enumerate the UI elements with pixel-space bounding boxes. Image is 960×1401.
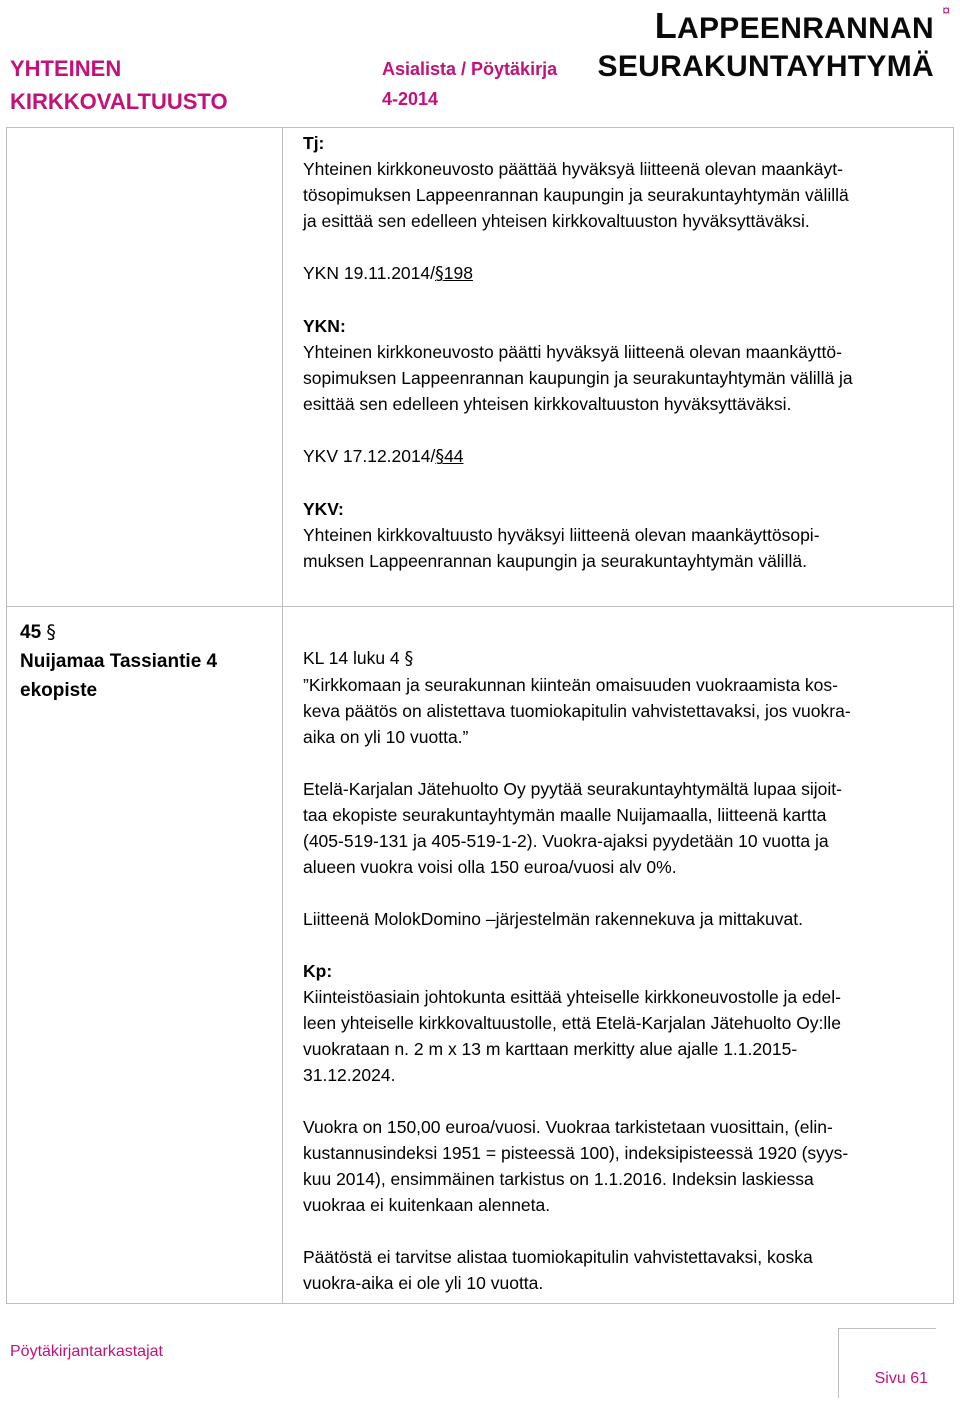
org-initial: L	[654, 5, 678, 46]
item-title-line1: Nuijamaa Tassiantie 4	[20, 651, 218, 672]
ykv-reference	[303, 443, 933, 470]
upper-body	[303, 130, 933, 574]
kp-line-3: vuokrataan n. 2 m x 13 m karttaan merkitty alue ajalle 1.1.2015-	[303, 1039, 798, 1059]
org-name-rest: APPEENRANNAN	[677, 12, 934, 45]
kp-line-1: Kiinteistöasiain johtokunta esittää yhteiselle kirkkoneuvostolle ja edel-	[303, 987, 841, 1007]
kp-line-2: leen yhteiselle kirkkovaltuustolle, että Etelä-Karjalan Jätehuolto Oy:lle	[303, 1013, 841, 1033]
header-left-line1: YHTEINEN	[10, 56, 122, 81]
ykn-line-2: sopimuksen Lappeenrannan kaupungin ja seurakuntayhtymän välillä ja	[303, 368, 853, 388]
ykn-line-3: esittää sen edelleen yhteisen kirkkovaltuuston hyväksyttäväksi.	[303, 394, 792, 414]
ykn-reference	[303, 260, 933, 287]
ykv-ref-text: YKV 17.12.2014/	[303, 446, 436, 466]
law-reference	[303, 645, 933, 672]
item-number-text: 45	[20, 622, 42, 643]
quote-line-1: ”Kirkkomaan ja seurakunnan kiinteän omaisuuden vuokraamista kos-	[303, 675, 838, 695]
tj-line-2: tösopimuksen Lappeenrannan kaupungin ja seurakuntayhtymän välillä	[303, 185, 849, 205]
tj-heading: Tj:	[303, 133, 325, 153]
organization-name-line2: SEURAKUNTAYHTYMÄ	[597, 50, 934, 83]
tj-line-3: ja esittää sen edelleen yhteisen kirkkovaltuuston hyväksyttäväksi.	[303, 211, 810, 231]
attachment-note: Liitteenä MolokDomino –järjestelmän rakennekuva ja mittakuvat.	[303, 909, 803, 929]
ykn-ref-number: 198	[443, 263, 473, 283]
para3-line-4: vuokraa ei kuitenkaan alenneta.	[303, 1195, 551, 1215]
ykv-line-1: Yhteinen kirkkovaltuusto hyväksyi liitteenä olevan maankäyttösopi-	[303, 525, 820, 545]
item-title-line2: ekopiste	[20, 680, 98, 701]
para1-line-1: Etelä-Karjalan Jätehuolto Oy pyytää seurakuntayhtymältä lupaa sijoit-	[303, 779, 842, 799]
header-mark-icon: ¤	[942, 2, 950, 18]
item-number	[20, 618, 217, 647]
ykv-line-2: muksen Lappeenrannan kaupungin ja seurakuntayhtymän välillä.	[303, 551, 807, 571]
ykn-heading: YKN:	[303, 316, 346, 336]
section-sign-icon: §	[435, 264, 444, 284]
para3-line-2: kustannusindeksi 1951 = pisteessä 100), indeksipisteessä 1920 (syys-	[303, 1143, 849, 1163]
kp-heading: Kp:	[303, 961, 333, 981]
para3-line-1: Vuokra on 150,00 euroa/vuosi. Vuokraa tarkistetaan vuosittain, (elin-	[303, 1117, 833, 1137]
column-divider-upper	[282, 127, 283, 607]
organization-name-line1	[598, 6, 934, 49]
header-left	[10, 52, 228, 118]
ykn-ref-text: YKN 19.11.2014/	[303, 263, 435, 283]
footer-reviewers-label: Pöytäkirjantarkastajat	[10, 1343, 163, 1360]
section-divider	[6, 606, 954, 607]
para4-line-2: vuokra-aika ei ole yli 10 vuotta.	[303, 1273, 544, 1293]
para3-line-3: kuu 2014), ensimmäinen tarkistus on 1.1.2016. Indeksin laskiessa	[303, 1169, 814, 1189]
header-center	[382, 54, 557, 114]
page-number: Sivu 61	[874, 1370, 928, 1387]
lower-body	[303, 645, 933, 1296]
law-ref-text: KL 14 luku 4	[303, 648, 400, 668]
document-type: Asialista / Pöytäkirja	[382, 59, 558, 79]
header-right	[598, 6, 934, 85]
para1-line-3: (405-519-131 ja 405-519-1-2). Vuokra-ajaksi pyydetään 10 vuotta ja	[303, 831, 829, 851]
section-sign-icon: §	[46, 621, 56, 643]
item-title	[20, 618, 217, 705]
tj-line-1: Yhteinen kirkkoneuvosto päättää hyväksyä liitteenä olevan maankäyt-	[303, 159, 843, 179]
quote-line-3: aika on yli 10 vuotta.”	[303, 727, 469, 747]
section-sign-icon: §	[404, 649, 414, 669]
ykv-ref-number: 44	[444, 446, 464, 466]
para4-line-1: Päätöstä ei tarvitse alistaa tuomiokapitulin vahvistettavaksi, koska	[303, 1247, 813, 1267]
ykv-heading: YKV:	[303, 499, 344, 519]
para1-line-4: alueen vuokra voisi olla 150 euroa/vuosi alv 0%.	[303, 857, 677, 877]
quote-line-2: keva päätös on alistettava tuomiokapitulin vahvistettavaksi, jos vuokra-	[303, 701, 851, 721]
column-divider-lower	[282, 606, 283, 1304]
ykn-line-1: Yhteinen kirkkoneuvosto päätti hyväksyä liitteenä olevan maankäyttö-	[303, 342, 842, 362]
section-sign-icon: §	[435, 447, 445, 467]
kp-line-4: 31.12.2024.	[303, 1065, 396, 1085]
header-left-line2: KIRKKOVALTUUSTO	[10, 89, 228, 114]
para1-line-2: taa ekopiste seurakuntayhtymän maalle Nuijamaalla, liitteenä kartta	[303, 805, 827, 825]
document-number: 4-2014	[382, 89, 439, 109]
